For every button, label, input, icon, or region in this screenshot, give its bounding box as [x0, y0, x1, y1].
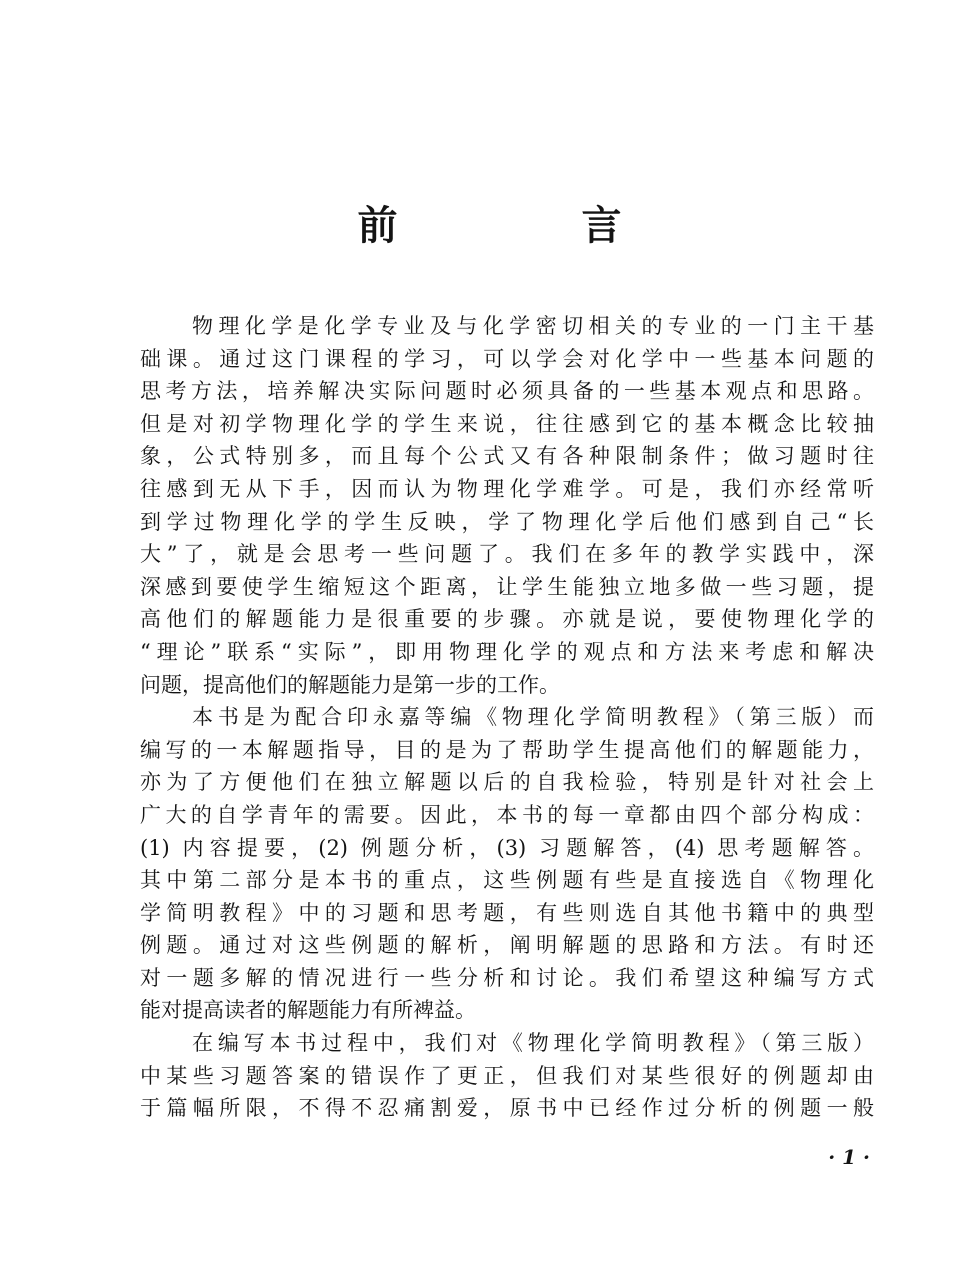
text-line: 高他们的解题能力是很重要的步骤。亦就是说，要使物理化学的	[140, 607, 874, 632]
page-number: · 1 ·	[828, 1145, 870, 1169]
text-line: 例题。通过对这些例题的解析，阐明解题的思路和方法。有时还	[140, 933, 874, 958]
preface-body	[140, 310, 874, 1125]
text-line: 其中第二部分是本书的重点，这些例题有些是直接选自《物理化	[140, 868, 874, 893]
text-line: 对一题多解的情况进行一些分析和讨论。我们希望这种编写方式	[140, 965, 874, 990]
text-line: 到学过物理化学的学生反映，学了物理化学后他们感到自己“长	[140, 509, 874, 534]
text-line: 但是对初学物理化学的学生来说，往往感到它的基本概念比较抽	[140, 411, 874, 436]
text-line: 中某些习题答案的错误作了更正，但我们对某些很好的例题却由	[140, 1063, 874, 1088]
text-line: 能对提高读者的解题能力有所裨益。	[140, 998, 476, 1023]
text-line: 广大的自学青年的需要。因此，本书的每一章都由四个部分构成：	[140, 802, 874, 827]
text-line: 象，公式特别多，而且每个公式又有各种限制条件；做习题时往	[140, 444, 874, 469]
text-line: 在编写本书过程中，我们对《物理化学简明教程》（第三版）	[192, 1031, 874, 1056]
text-line: (1) 内容提要，(2) 例题分析，(3) 习题解答，(4) 思考题解答。	[140, 835, 874, 860]
page-title: 前 言	[357, 202, 694, 249]
text-line: 往感到无从下手，因而认为物理化学难学。可是，我们亦经常听	[140, 476, 874, 501]
text-line: 大”了，就是会思考一些问题了。我们在多年的教学实践中，深	[140, 542, 874, 567]
text-line: 编写的一本解题指导，目的是为了帮助学生提高他们的解题能力，	[140, 737, 874, 762]
text-line: 础课。通过这门课程的学习，可以学会对化学中一些基本问题的	[140, 346, 874, 371]
text-line: 思考方法，培养解决实际问题时必须具备的一些基本观点和思路。	[140, 379, 874, 404]
text-line: 亦为了方便他们在独立解题以后的自我检验，特别是针对社会上	[140, 770, 874, 795]
text-line: 物理化学是化学专业及与化学密切相关的专业的一门主干基	[192, 314, 874, 338]
text-line: 于篇幅所限，不得不忍痛割爱，原书中已经作过分析的例题一般	[140, 1096, 874, 1121]
text-line: “理论”联系“实际”，即用物理化学的观点和方法来考虑和解决	[140, 639, 874, 664]
text-line: 本书是为配合印永嘉等编《物理化学简明教程》（第三版）而	[192, 705, 874, 730]
text-line: 深感到要使学生缩短这个距离，让学生能独立地多做一些习题，提	[140, 574, 874, 599]
text-line: 学简明教程》中的习题和思考题，有些则选自其他书籍中的典型	[140, 900, 874, 925]
text-line: 问题，提高他们的解题能力是第一步的工作。	[140, 672, 560, 697]
